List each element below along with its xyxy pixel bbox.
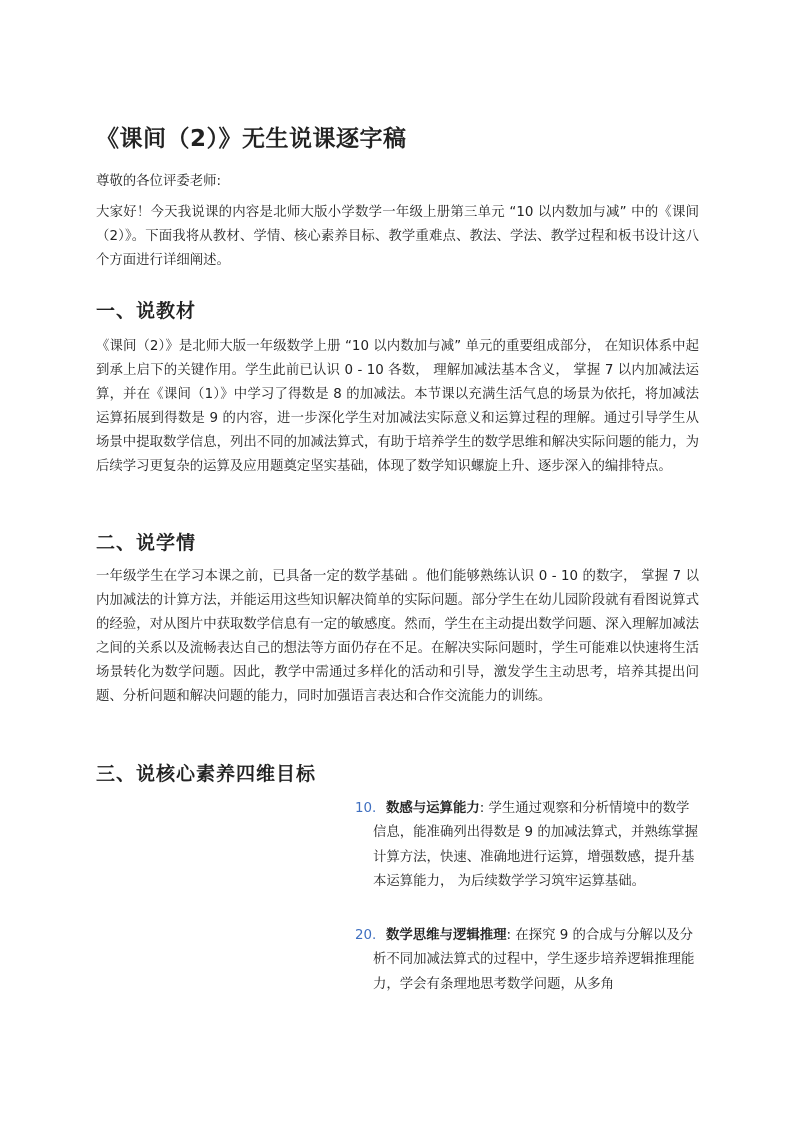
section-body-textbook: 《课间（2）》是北师大版一年级数学上册 “10 以内数加与减” 单元的重要组成部分， 在知识体系中起到承上启下的关键作用。学生此前已认识 0 - 10 各数， 理解加减法基本含义， 掌握 7 以内加减法运算，并在《课间（1）》中学习了得数是 8 的加减法。本节课以充满生活气息的场景为依托，将加减法运算拓展到得数是 9 的内容，进一步深化学生对加减法实际意义和运算过程的理解。通过引导学生从场景中提取数学信息，列出不同的加减法算式，有助于培养学生的数学思维和解决实际问题的能力，为后续学习更复杂的运算及应用题奠定坚实基础，体现了数学知识螺旋上升、逐步深入的编排特点。	[96, 339, 699, 474]
goal-term: 数感与运算能力	[386, 801, 480, 816]
goal-text: : 学生通过观察和分析情境中的数学信息，能准确列出得数是 9 的加减法算式，并熟练掌握计算方法，快速、准确地进行运算，增强数感，提升基本运算能力， 为后续数学学习筑牢运算基础。	[373, 801, 699, 889]
goal-term: 数学思维与逻辑推理	[386, 928, 507, 943]
section-heading-textbook: 一、说教材	[96, 300, 197, 322]
goal-number: 20.	[355, 928, 377, 943]
section-body-students: 一年级学生在学习本课之前，已具备一定的数学基础 。他们能够熟练认识 0 - 10 的数字， 掌握 7 以内加减法的计算方法，并能运用这些知识解决简单的实际问题。部分学生在幼儿园阶段就有看图说算式的经验，对从图片中获取数学信息有一定的敏感度。然而，学生在主动提出数学问题、深入理解加减法之间的关系以及流畅表达自己的想法等方面仍存在不足。在解决实际问题时，学生可能难以快速将生活场景转化为数学问题。因此，教学中需通过多样化的活动和引导，激发学生主动思考，培养其提出问题、分析问题和解决问题的能力，同时加强语言表达和合作交流能力的训练。	[96, 569, 699, 704]
intro-paragraph: 大家好！今天我说课的内容是北师大版小学数学一年级上册第三单元 “10 以内数加与减” 中的《课间（2）》。下面我将从教材、学情、核心素养目标、教学重难点、教法、学法、教学过程和板书设计这八个方面进行详细阐述。	[96, 205, 699, 268]
document-title: 《课间（2）》无生说课逐字稿	[96, 126, 407, 152]
goal-text: : 在探究 9 的合成与分解以及分析不同加减法算式的过程中，学生逐步培养逻辑推理能力，学会有条理地思考数学问题，从多角	[373, 928, 695, 992]
goal-list-item	[355, 797, 700, 894]
greeting-paragraph: 尊敬的各位评委老师:	[96, 174, 222, 189]
section-heading-goals: 三、说核心素养四维目标	[96, 763, 317, 785]
goal-list-item	[355, 924, 700, 997]
goal-number: 10.	[355, 801, 377, 816]
section-heading-students: 二、说学情	[96, 532, 197, 554]
